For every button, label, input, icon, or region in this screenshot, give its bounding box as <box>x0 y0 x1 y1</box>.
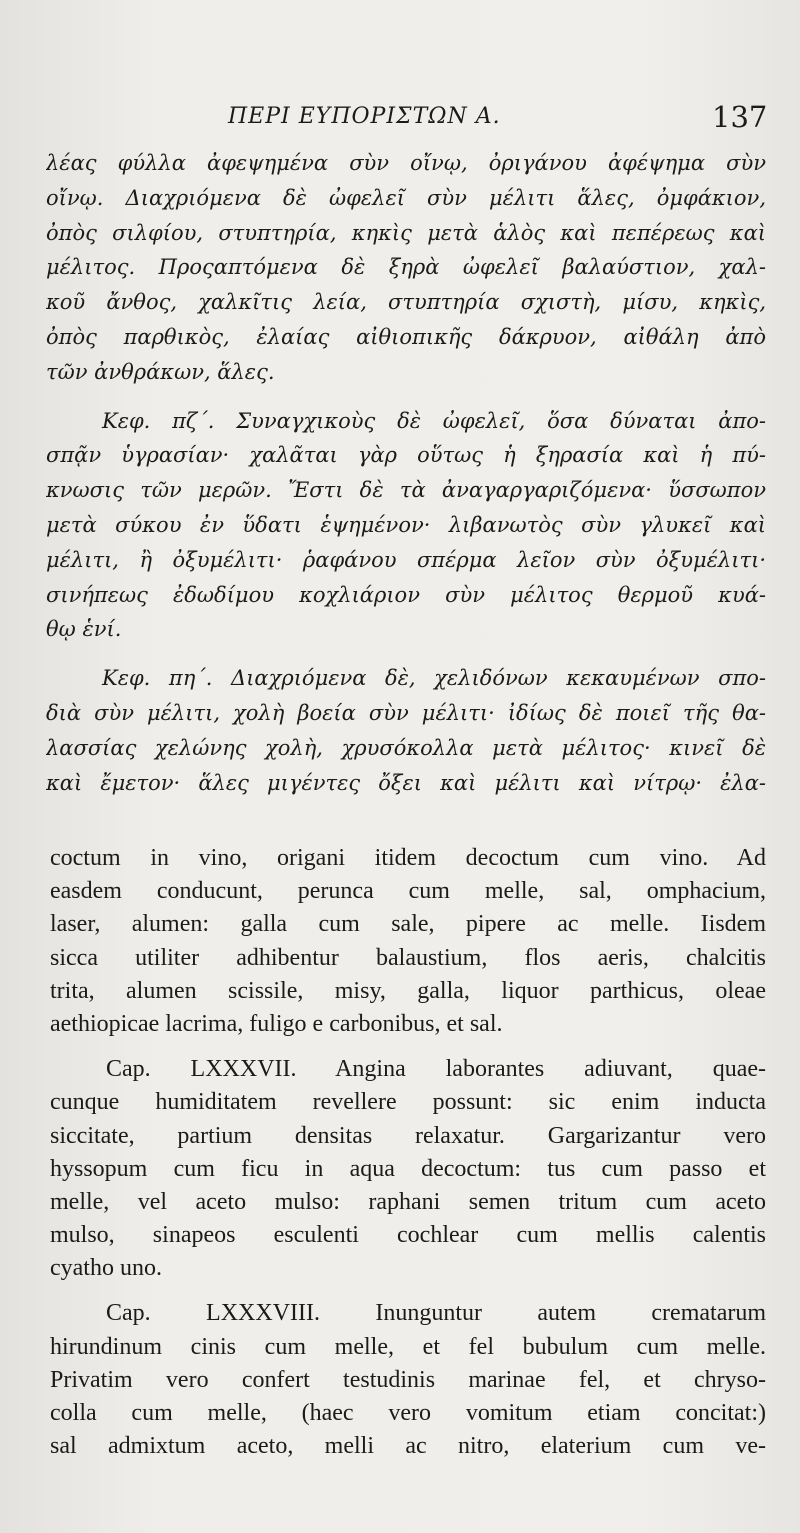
greek-line: καὶ ἔμετον· ἅλες μιγέντες ὄξει καὶ μέλιτι καὶ νίτρῳ· ἐλα- <box>46 770 766 795</box>
greek-line: κοῦ ἄνθος, χαλκῖτις λεία, στυπτηρία σχιστὴ, μίσυ, κηκὶς, <box>46 290 766 315</box>
greek-line: μέλιτος. Προςαπτόμενα δὲ ξηρὰ ὠφελεῖ βαλαύστιον, χαλ- <box>46 255 766 280</box>
latin-line: sicca utiliter adhibentur balaustium, flos aeris, chalcitis <box>50 944 766 971</box>
latin-line: siccitate, partium densitas relaxatur. Gargarizantur vero <box>50 1122 766 1149</box>
latin-line: mulso, sinapeos esculenti cochlear cum mellis calentis <box>50 1222 766 1249</box>
greek-line: οἴνῳ. Διαχριόμενα δὲ ὠφελεῖ σὺν μέλιτι ἅλες, ὀμφάκιον, <box>46 185 766 210</box>
latin-line: hyssopum cum ficu in aqua decoctum: tus cum passo et <box>50 1155 766 1182</box>
greek-line: σινήπεως ἐδωδίμου κοχλιάριον σὺν μέλιτος θερμοῦ κυά- <box>46 582 766 607</box>
latin-line: melle, vel aceto mulso: raphani semen tritum cum aceto <box>50 1188 766 1215</box>
latin-line: sal admixtum aceto, melli ac nitro, elaterium cum ve- <box>50 1433 766 1460</box>
page-number: 137 <box>712 100 768 134</box>
running-head: ΠΕΡΙ ΕΥΠΟΡΙΣΤΩΝ Α. <box>228 104 501 129</box>
greek-line: διὰ σὺν μέλιτι, χολὴ βοεία σὺν μέλιτι· ἰδίως δὲ ποιεῖ τῆς θα- <box>46 700 766 725</box>
latin-line: colla cum melle, (haec vero vomitum etiam concitat:) <box>50 1400 766 1426</box>
latin-chapter-heading-line: Cap. LXXXVII. Angina laborantes adiuvant, quae- <box>106 1056 766 1083</box>
greek-line: ὀπὸς παρθικὸς, ἐλαίας αἰθιοπικῆς δάκρυον, αἰθάλη ἀπὸ <box>46 324 766 349</box>
greek-text-block <box>46 146 766 800</box>
greek-line: λέας φύλλα ἀφεψημένα σὺν οἴνῳ, ὀριγάνου ἀφέψημα σὺν <box>46 151 766 175</box>
latin-line: cunque humiditatem revellere possunt: sic enim inducta <box>50 1089 766 1116</box>
greek-line: λασσίας χελώνης χολὴ, χρυσόκολλα μετὰ μέλιτος· κινεῖ δὲ <box>46 735 766 760</box>
latin-line: cyatho uno. <box>50 1255 162 1282</box>
greek-chapter-heading-line: Κεφ. πη΄. Διαχριόμενα δὲ, χελιδόνων κεκαυμένων σπο- <box>102 666 766 691</box>
latin-line: aethiopicae lacrima, fuligo e carbonibus, et sal. <box>50 1010 503 1037</box>
greek-chapter-heading-line: Κεφ. πζ΄. Συναγχικοὺς δὲ ὠφελεῖ, ὅσα δύναται ἀπο- <box>102 408 766 433</box>
greek-line: μετὰ σύκου ἐν ὕδατι ἑψημένον· λιβανωτὸς σὺν γλυκεῖ καὶ <box>46 512 766 537</box>
greek-line: θῳ ἑνί. <box>46 617 122 642</box>
latin-line: trita, alumen scissile, misy, galla, liquor parthicus, oleae <box>50 977 766 1004</box>
latin-line: laser, alumen: galla cum sale, pipere ac melle. Iisdem <box>50 911 766 938</box>
greek-line: τῶν ἀνθράκων, ἅλες. <box>46 359 275 384</box>
latin-line: hirundinum cinis cum melle, et fel bubulum cum melle. <box>50 1333 766 1360</box>
latin-line: coctum in vino, origani itidem decoctum cum vino. Ad <box>50 845 766 871</box>
latin-text-block <box>50 842 766 1463</box>
latin-chapter-heading-line: Cap. LXXXVIII. Inunguntur autem crematarum <box>106 1300 766 1327</box>
greek-line: ὀπὸς σιλφίου, στυπτηρία, κηκὶς μετὰ ἁλὸς καὶ πεπέρεως καὶ <box>46 220 766 245</box>
greek-line: μέλιτι, ἢ ὀξυμέλιτι· ῥαφάνου σπέρμα λεῖον σὺν ὀξυμέλιτι· <box>46 547 766 572</box>
latin-line: easdem conducunt, perunca cum melle, sal, omphacium, <box>50 878 766 905</box>
greek-line: κνωσις τῶν μερῶν. Ἔστι δὲ τὰ ἀναγαργαριζόμενα· ὕσσωπον <box>46 478 766 503</box>
greek-line: σπᾷν ὑγρασίαν· χαλᾶται γὰρ οὕτως ἡ ξηρασία καὶ ἡ πύ- <box>46 443 766 468</box>
page-header <box>0 100 800 140</box>
latin-line: Privatim vero confert testudinis marinae fel, et chryso- <box>50 1366 766 1393</box>
